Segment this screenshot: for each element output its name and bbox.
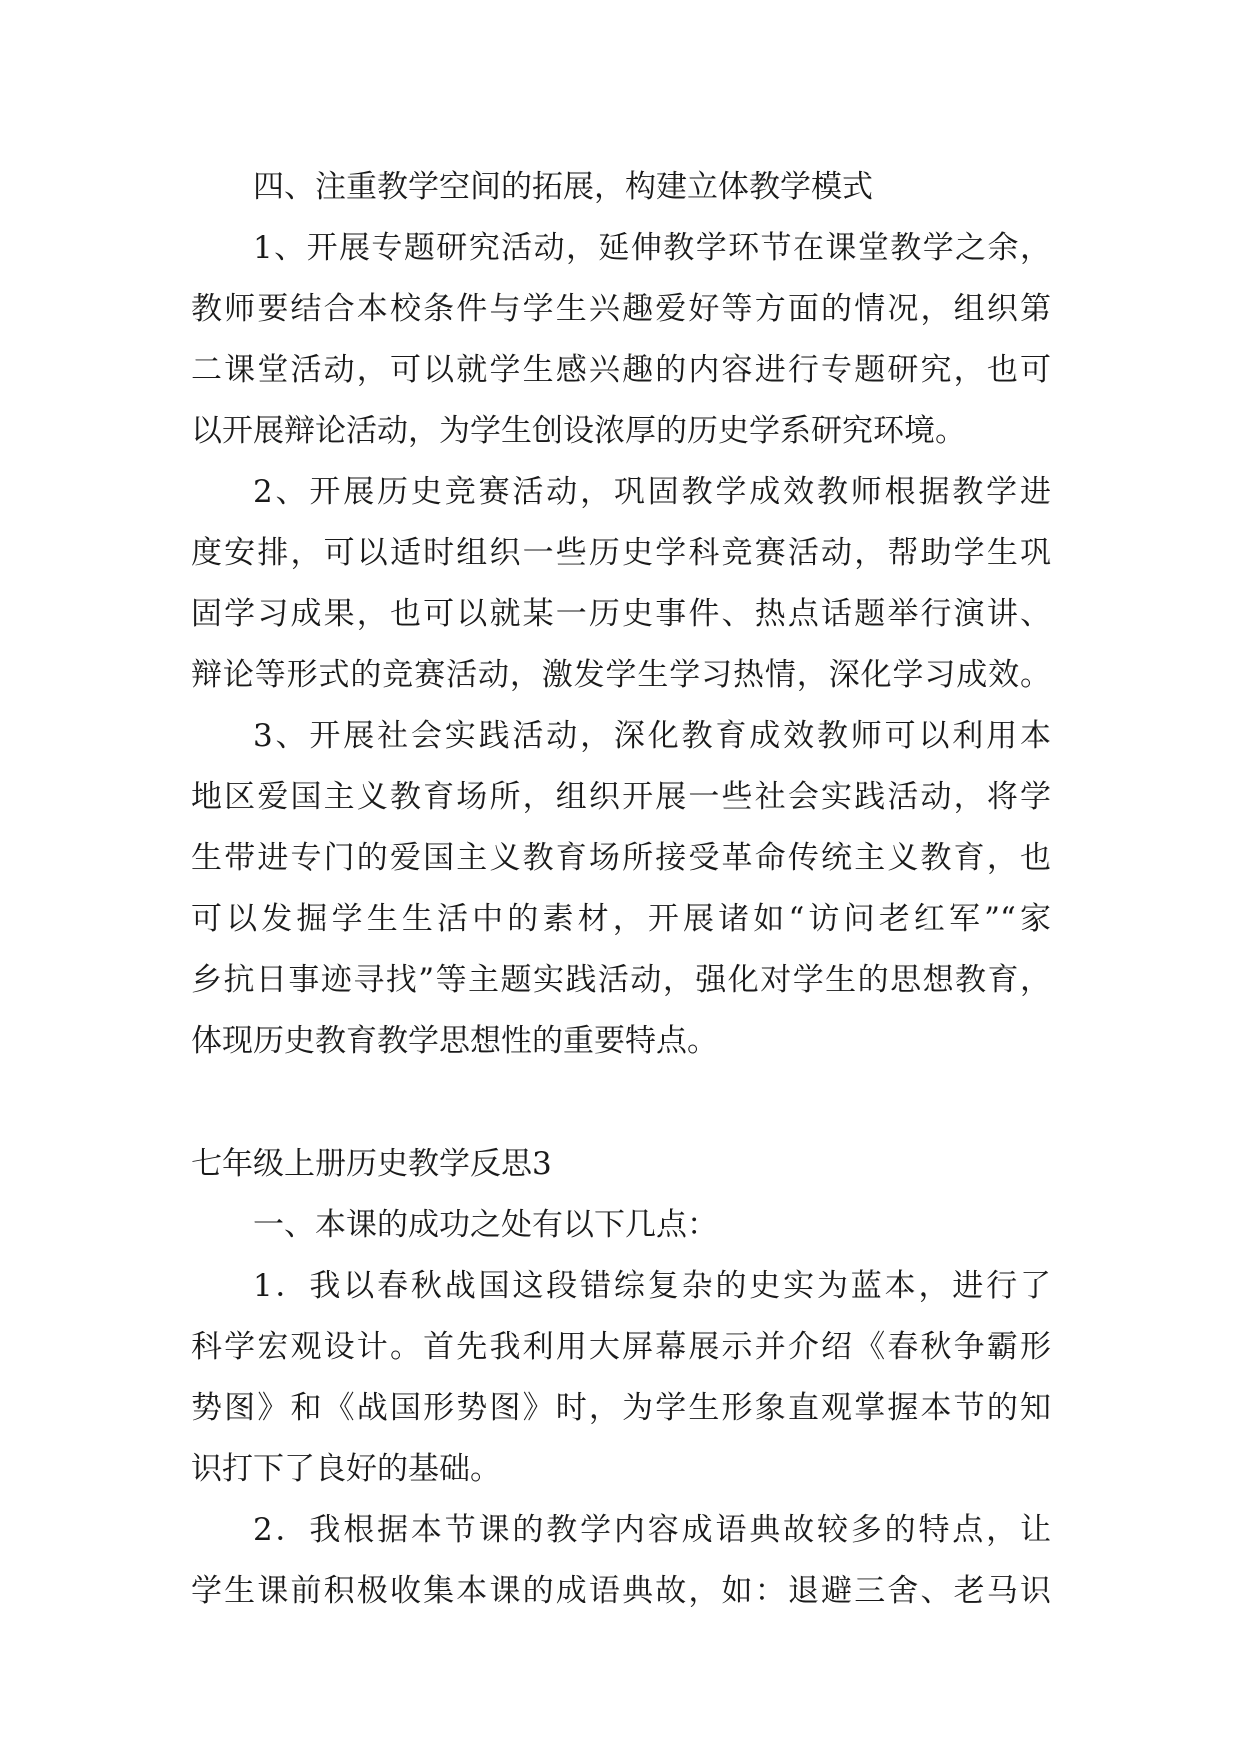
text-line: 学生课前积极收集本课的成语典故，如：退避三舍、老马识 [191, 1573, 1051, 1609]
text-line: 四、注重教学空间的拓展，构建立体教学模式 [253, 169, 873, 205]
text-line: 度安排，可以适时组织一些历史学科竞赛活动，帮助学生巩 [191, 535, 1051, 571]
text-line: 1．我以春秋战国这段错综复杂的史实为蓝本，进行了 [253, 1268, 1051, 1304]
section-gap [191, 1072, 1051, 1134]
text-line: 1、开展专题研究活动，延伸教学环节在课堂教学之余， [253, 230, 1051, 266]
text-line: 科学宏观设计。首先我利用大屏幕展示并介绍《春秋争霸形 [191, 1329, 1051, 1365]
text-line: 以开展辩论活动，为学生创设浓厚的历史学系研究环境。 [191, 413, 966, 449]
text-line: 可以发掘学生生活中的素材，开展诸如“访问老红军”“家 [191, 901, 1051, 937]
text-line: 地区爱国主义教育场所，组织开展一些社会实践活动，将学 [191, 779, 1051, 815]
text-line: 固学习成果，也可以就某一历史事件、热点话题举行演讲、 [191, 596, 1051, 632]
text-line: 一、本课的成功之处有以下几点： [253, 1207, 718, 1243]
text-line: 势图》和《战国形势图》时，为学生形象直观掌握本节的知 [191, 1390, 1051, 1426]
text-line: 2、开展历史竞赛活动，巩固教学成效教师根据教学进 [253, 474, 1051, 510]
text-line: 辩论等形式的竞赛活动，激发学生学习热情，深化学习成效。 [191, 657, 1051, 693]
text-line: 2．我根据本节课的教学内容成语典故较多的特点，让 [253, 1512, 1051, 1548]
text-line: 七年级上册历史教学反思3 [191, 1146, 552, 1182]
text-line: 教师要结合本校条件与学生兴趣爱好等方面的情况，组织第 [191, 291, 1051, 327]
text-line: 3、开展社会实践活动，深化教育成效教师可以利用本 [253, 718, 1051, 754]
text-line: 乡抗日事迹寻找”等主题实践活动，强化对学生的思想教育， [191, 962, 1051, 998]
document-body [191, 157, 1051, 1622]
text-line: 生带进专门的爱国主义教育场所接受革命传统主义教育，也 [191, 840, 1051, 876]
text-line: 识打下了良好的基础。 [191, 1451, 501, 1487]
text-line: 二课堂活动，可以就学生感兴趣的内容进行专题研究，也可 [191, 352, 1051, 388]
text-line: 体现历史教育教学思想性的重要特点。 [191, 1023, 718, 1059]
